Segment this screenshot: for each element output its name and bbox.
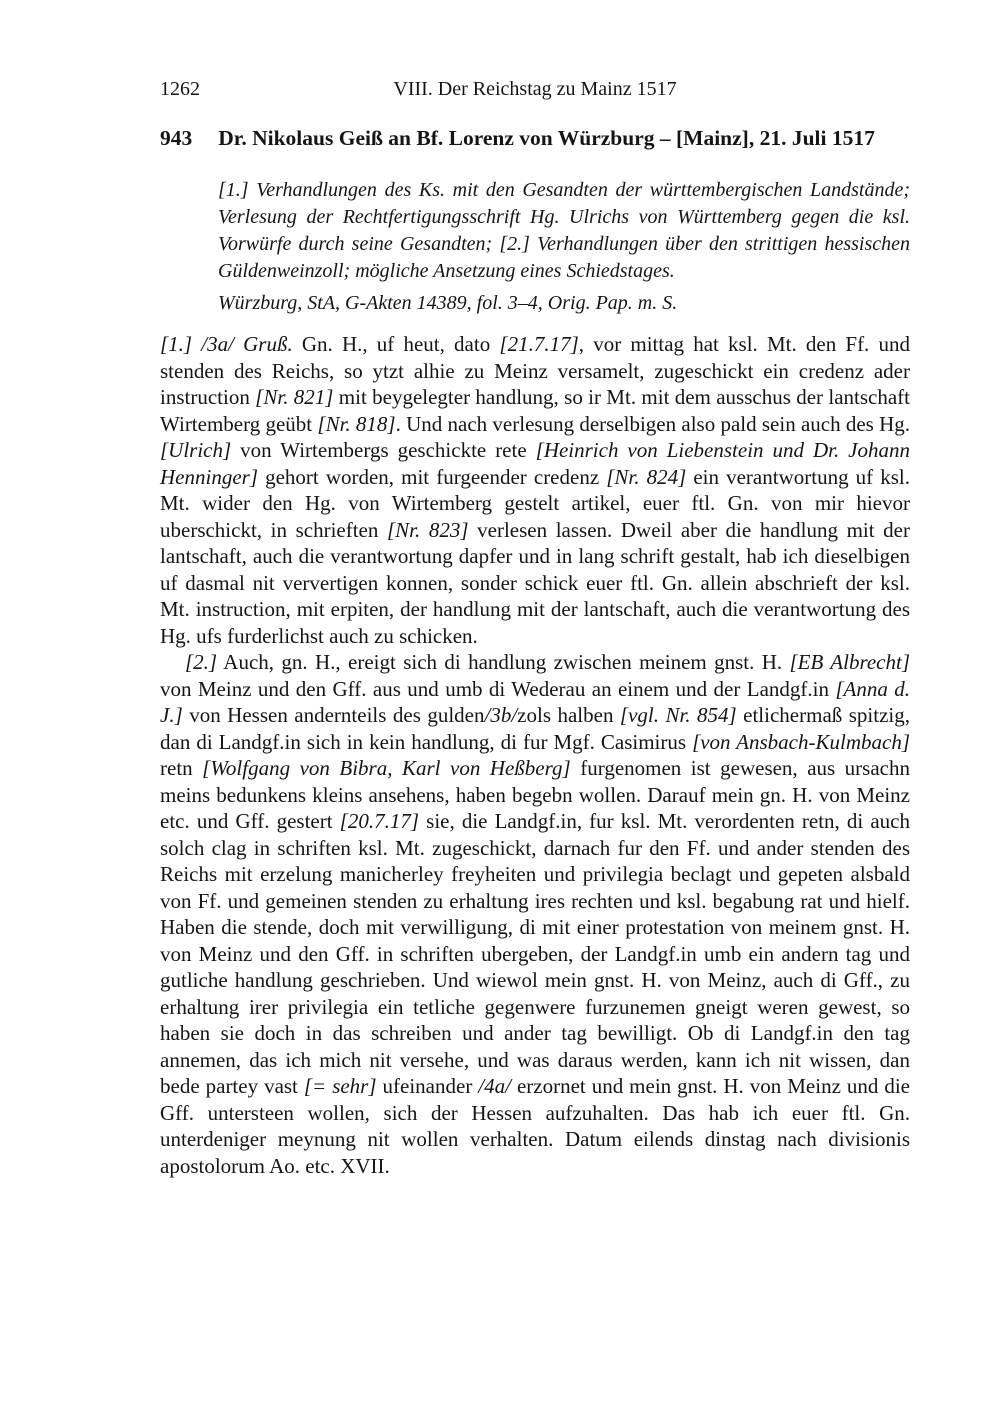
regest-summary: [1.] Verhandlungen des Ks. mit den Gesandten der württembergischen Landstände; Verlesung der Rechtfertigungsschrift Hg. Ulrichs von Württemberg gegen die ksl. Vorwürfe durch seine Gesandten; [2.] Verhandlungen über den strittigen hessischen Güldenweinzoll; mögliche Ansetzung eines Schiedstages. bbox=[218, 179, 910, 282]
document-heading bbox=[160, 124, 910, 152]
document-body bbox=[160, 331, 910, 1179]
document-number: 943 bbox=[160, 126, 193, 150]
body-paragraph-1: [1.] /3a/ Gruß. Gn. H., uf heut, dato [21.7.17], vor mittag hat ksl. Mt. den Ff. und stenden des Reichs, so ytzt alhie zu Meinz versamelt, zugeschickt ein credenz ader instruction [Nr. 821] mit beygelegter handlung, so ir Mt. mit dem ausschus der lantschaft Wirtemberg geübt [Nr. 818]. Und nach verlesung derselbigen also pald sein auch des Hg. [Ulrich] von Wirtembergs geschickte rete [Heinrich von Liebenstein und Dr. Johann Henninger] gehort worden, mit furgeender credenz [Nr. 824] ein verantwortung uf ksl. Mt. wider den Hg. von Wirtemberg gestelt artikel, euer ftl. Gn. von mir hievor uberschickt, in schrieften [Nr. 823] verlesen lassen. Dweil aber die handlung mit der lantschaft, auch die verantwortung dapfer und in lang schrift gestalt, hab ich dieselbigen uf dasmal nit ververtigen konnen, sonder schick euer ftl. Gn. allein abschrieft der ksl. Mt. instruction, mit erpiten, der handlung mit der lantschaft, auch die verantwortung des Hg. ufs furderlichst auch zu schicken. bbox=[160, 332, 911, 648]
regest-block bbox=[218, 177, 910, 317]
archive-source-line: Würzburg, StA, G-Akten 14389, fol. 3–4, Orig. Pap. m. S. bbox=[218, 292, 678, 314]
document-title: Dr. Nikolaus Geiß an Bf. Lorenz von Würzburg – [Mainz], 21. Juli 1517 bbox=[218, 126, 875, 150]
running-head bbox=[160, 78, 910, 104]
body-paragraph-2: [2.] Auch, gn. H., ereigt sich di handlung zwischen meinem gnst. H. [EB Albrecht] von Meinz und den Gff. aus und umb di Wederau an einem und der Landgf.in [Anna d. J.] von Hessen andernteils des gulden/3b/zols halben [vgl. Nr. 854] etlichermaß spitzig, dan di Landgf.in sich in kein handlung, di fur Mgf. Casimirus [von Ansbach-Kulmbach] retn [Wolfgang von Bibra, Karl von Heßberg] furgenomen ist gewesen, aus ursachn meins bedunkens kleins ansehens, haben begebn wollen. Darauf mein gn. H. von Meinz etc. und Gff. gestert [20.7.17] sie, die Landgf.in, fur ksl. Mt. verordenten retn, di auch solch clag in schriften ksl. Mt. zugeschickt, darnach fur den Ff. und ander stenden des Reichs mit erzelung manicherley freyheiten und privilegia beclagt und gepeten alsbald von Ff. und gemeinen stenden zu erhaltung ires rechten und ksl. begabung rat und hielf. Haben die stende, doch mit verwilligung, di mit einer protestation von meinem gnst. H. von Meinz und den Gff. in schriften ubergeben, der Landgf.in umb ein andern tag und gutliche handlung geschrieben. Und wiewol mein gnst. H. von Meinz, auch di Gff., zu erhaltung irer privilegia ein tetliche gegenwere furzunemen gneigt weren gewest, so haben sie doch in das schreiben und ander tag bewilligt. Ob di Landgf.in den tag annemen, das ich mich nit versehe, und was daraus werden, kann ich nit wissen, dan bede partey vast [= sehr] ufeinander /4a/ erzornet und mein gnst. H. von Meinz und die Gff. untersteen wollen, sich der Hessen aufzuhalten. Das hab ich euer ftl. Gn. unterdeniger meynung nit wollen verhalten. Datum eilends dinstag nach divisionis apostolorum Ao. etc. XVII. bbox=[160, 650, 911, 1178]
running-title: VIII. Der Reichstag zu Mainz 1517 bbox=[393, 78, 677, 100]
page-number: 1262 bbox=[160, 78, 200, 100]
